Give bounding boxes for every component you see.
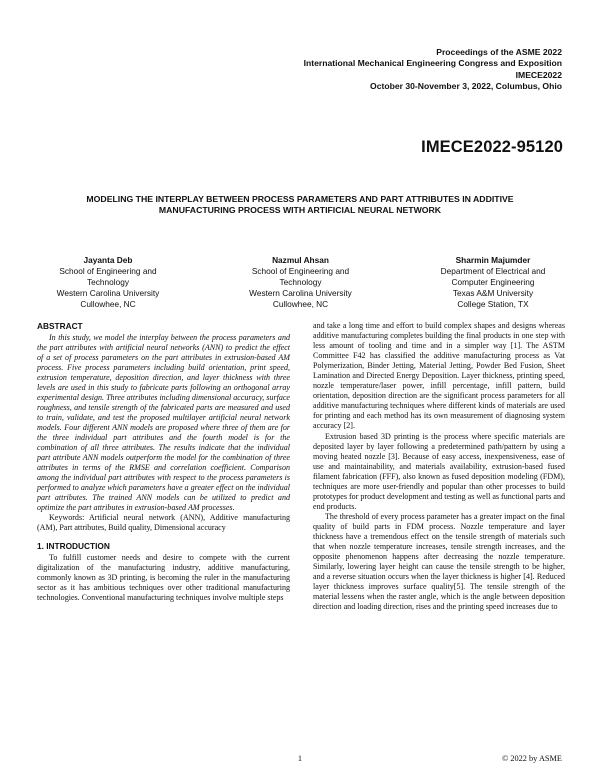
copyright: © 2022 by ASME bbox=[501, 754, 562, 763]
left-column bbox=[37, 321, 290, 603]
author-block bbox=[38, 255, 563, 310]
author-3 bbox=[423, 255, 563, 310]
abstract-text: In this study, we model the interplay between the process parameters and the part attributes with artificial neural networks (ANN) to predict the effect of a set of process parameters on the part attributes in extrusion-based AM process. Five process parameters including build orientation, print speed, extrusion temperature, deposition direction, and layer thickness with three levels are used in this study to fabricate parts following an orthogonal array experimental design. Three attributes including dimensional accuracy, surface roughness, and tensile strength of the fabricated parts are measured and used to train, validate, and test the proposed multilayer artificial neural network models. Four different ANN models are proposed where three of them are for the three individual part attributes and the fourth model is for the combination of all three attributes. The results indicate that the individual part attribute ANN models outperform the model for the combination of three attributes in terms of the RMSE and correlation coefficient. Comparison among the individual part attributes with respect to the process parameters is performed to analyze which parameters have a greater effect on the individual part attributes. The trained ANN models can be utilized to predict and optimize the part attributes in extrusion-based AM processes. bbox=[37, 332, 290, 513]
author-affiliation-line: Technology bbox=[279, 277, 322, 288]
author-affiliation-line: Department of Electrical and bbox=[440, 266, 546, 277]
introduction-heading: 1. INTRODUCTION bbox=[37, 541, 110, 552]
right-column bbox=[313, 321, 565, 612]
author-affiliation-line: Computer Engineering bbox=[451, 277, 535, 288]
author-affiliation-line: School of Engineering and bbox=[251, 266, 350, 277]
introduction-paragraph-3: The threshold of every process parameter has a greater impact on the final quality of build parts in FDM process. Nozzle temperature and layer thickness have a tremendous effect on the tensile strength of materials such that when nozzle temperature increases, tensile strength increases, and the opposite phenomenon happens after decreasing the nozzle temperature. Similarly, lowering layer height can cause the tensile strength to be higher, and a reverse situation occurs when the layer thickness is higher [4]. Reduced layer thickness improves surface quality[5]. The tensile strength of the material lessens when the raster angle, which is the angle between deposition direction and loading direction, rises and the printing speed increases due to bbox=[313, 511, 565, 612]
proceedings-line-2: International Mechanical Engineering Congress and Exposition bbox=[303, 58, 562, 69]
author-affiliation-line: School of Engineering and bbox=[59, 266, 157, 277]
author-affiliation-line: Western Carolina University bbox=[249, 288, 352, 299]
author-1 bbox=[38, 255, 178, 310]
introduction-paragraph-2: Extrusion based 3D printing is the process where specific materials are deposited layer by layer following a predetermined path/pattern by using a moving heated nozzle [3]. Because of easy access, inexpensiveness, ease of use and maintainability, and materials availability, extrusion-based fused filament fabrication (FFF), also known as fused deposition modeling (FDM), techniques are more user-friendly and popular than other processes to build prototypes for product development and testing as well as functional parts and end products. bbox=[313, 431, 565, 511]
introduction-paragraph-1: To fulfill customer needs and desire to compete with the current digitalization of the manufacturing industry, additive manufacturing, commonly known as 3D printing, is becoming the ruler in the manufacturing sector as it has ambitious techniques over other traditional manufacturing technologies. Conventional manufacturing techniques involve multiple steps bbox=[37, 552, 290, 603]
keywords: Keywords: Artificial neural network (ANN), Additive manufacturing (AM), Part attributes, Build quality, Dimensional accuracy bbox=[37, 513, 290, 533]
introduction-paragraph-1-continued: and take a long time and effort to build complex shapes and designs whereas additive manufacturing completes building the final products in one step with less amount of tooling and time and in a simpler way [1]. The ASTM Committee F42 has classified the additive manufacturing process as Vat Polymerization, Binder Jetting, Material Jetting, Powder Bed Fusion, Sheet Lamination and Directed Energy Deposition. Layer thickness, printing speed, nozzle temperature/laser power, infill percentage, infill pattern, build orientation, deposition direction are the significant process parameters for all additive manufacturing techniques where different kinds of materials are used for printing and each method has its own measurement of diagnosing system accuracy [2]. bbox=[313, 321, 565, 431]
author-affiliation-line: College Station, TX bbox=[457, 299, 529, 310]
author-affiliation-line: Technology bbox=[87, 277, 129, 288]
author-2 bbox=[231, 255, 371, 310]
author-affiliation-line: Texas A&M University bbox=[452, 288, 534, 299]
proceedings-header bbox=[304, 47, 562, 93]
author-affiliation-line: Cullowhee, NC bbox=[80, 299, 136, 310]
paper-title: MODELING THE INTERPLAY BETWEEN PROCESS PARAMETERS AND PART ATTRIBUTES IN ADDITIVE MANUFACTURING PROCESS WITH ARTIFICIAL NEURAL NETWORK bbox=[86, 194, 514, 216]
author-affiliation-line: Cullowhee, NC bbox=[272, 299, 329, 310]
proceedings-line-3: IMECE2022 bbox=[515, 69, 562, 80]
proceedings-line-4: October 30-November 3, 2022, Columbus, Ohio bbox=[370, 81, 562, 92]
author-name: Jayanta Deb bbox=[83, 255, 133, 265]
abstract-heading: ABSTRACT bbox=[37, 321, 83, 331]
author-affiliation-line: Western Carolina University bbox=[56, 288, 160, 299]
paper-id: IMECE2022-95120 bbox=[421, 138, 563, 156]
page-number: 1 bbox=[297, 754, 303, 763]
author-name: Nazmul Ahsan bbox=[272, 255, 329, 265]
author-name: Sharmin Majumder bbox=[455, 255, 531, 265]
proceedings-line-1: Proceedings of the ASME 2022 bbox=[436, 47, 562, 57]
